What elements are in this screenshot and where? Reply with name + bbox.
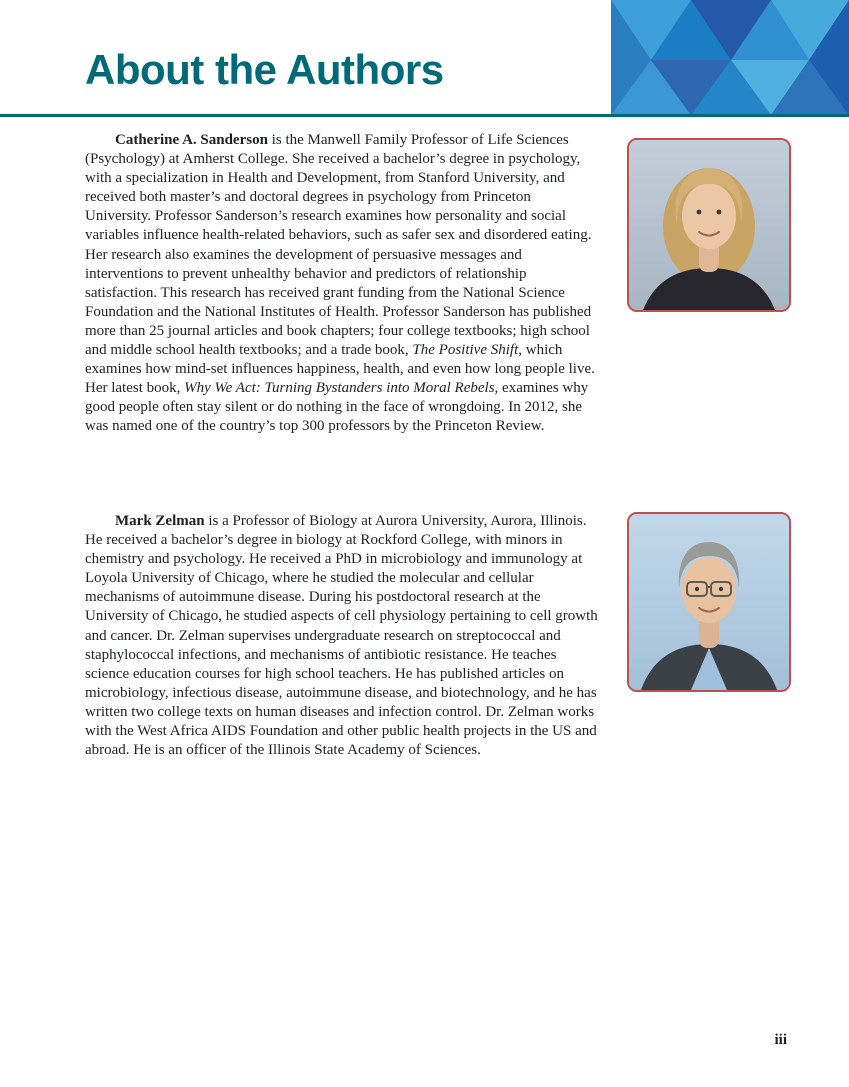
bio-text: , which examines how mind-set influences happiness, health, and even how long people live. Her latest book, bbox=[85, 342, 595, 397]
author-bio-sanderson bbox=[85, 131, 600, 437]
zelman-portrait-photo bbox=[627, 512, 791, 692]
author-name: Catherine A. Sanderson bbox=[115, 132, 268, 148]
bio-text: , examines why good people often stay silent or do nothing in the face of wrongdoing. In 2012, she was named one of the country’s top 300 professors by the Princeton Review. bbox=[85, 380, 589, 435]
author-bio-zelman bbox=[85, 512, 600, 760]
page-number: iii bbox=[774, 1032, 787, 1048]
banner-triangle-mosaic-graphic bbox=[611, 0, 849, 115]
bio-paragraph bbox=[85, 131, 600, 437]
bio-text: is the Manwell Family Professor of Life Sciences (Psychology) at Amherst College. She received a bachelor’s degree in psychology, with a specialization in Health and Development, from Stanford University, and received both master’s and doctoral degrees in psychology from Princeton University. Professor Sanderson’s research examines how personality and social variables influence health-related behaviors, such as safer sex and disordered eating. Her research also examines the development of persuasive messages and interventions to prevent unhealthy behavior and predictors of relationship satisfaction. This research has received grant funding from the National Science Foundation and the National Institutes of Health. Professor Sanderson has published more than 25 journal articles and book chapters; four college textbooks; high school and middle school health textbooks; and a trade book, bbox=[85, 132, 592, 359]
bio-text: is a Professor of Biology at Aurora University, Aurora, Illinois. He received a bachelor’s degree in biology at Rockford College, with minors in chemistry and psychology. He received a PhD in microbiology and immunology at Loyola University of Chicago, where he studied the molecular and cellular mechanisms of autoimmune disease. During his postdoctoral research at the University of Chicago, he studied aspects of cell physiology pertaining to cell growth and cancer. Dr. Zelman supervises undergraduate research on streptococcal and staphylococcal infections, and mechanisms of antibiotic resistance. He teaches science education courses for high school teachers. He has published articles on microbiology, infectious disease, autoimmune disease, and biotechnology, and he has written two college texts on human diseases and infection control. Dr. Zelman works with the West Africa AIDS Foundation and other public health projects in the US and abroad. He is an officer of the Illinois State Academy of Sciences. bbox=[85, 513, 598, 759]
author-name: Mark Zelman bbox=[115, 513, 205, 529]
bio-paragraph bbox=[85, 512, 600, 760]
sanderson-portrait-photo bbox=[627, 138, 791, 312]
book-title-italic: Why We Act: Turning Bystanders into Moral Rebels bbox=[184, 380, 495, 397]
book-title-italic: The Positive Shift bbox=[412, 342, 519, 359]
page-title: About the Authors bbox=[85, 46, 444, 93]
title-rule bbox=[0, 114, 849, 117]
